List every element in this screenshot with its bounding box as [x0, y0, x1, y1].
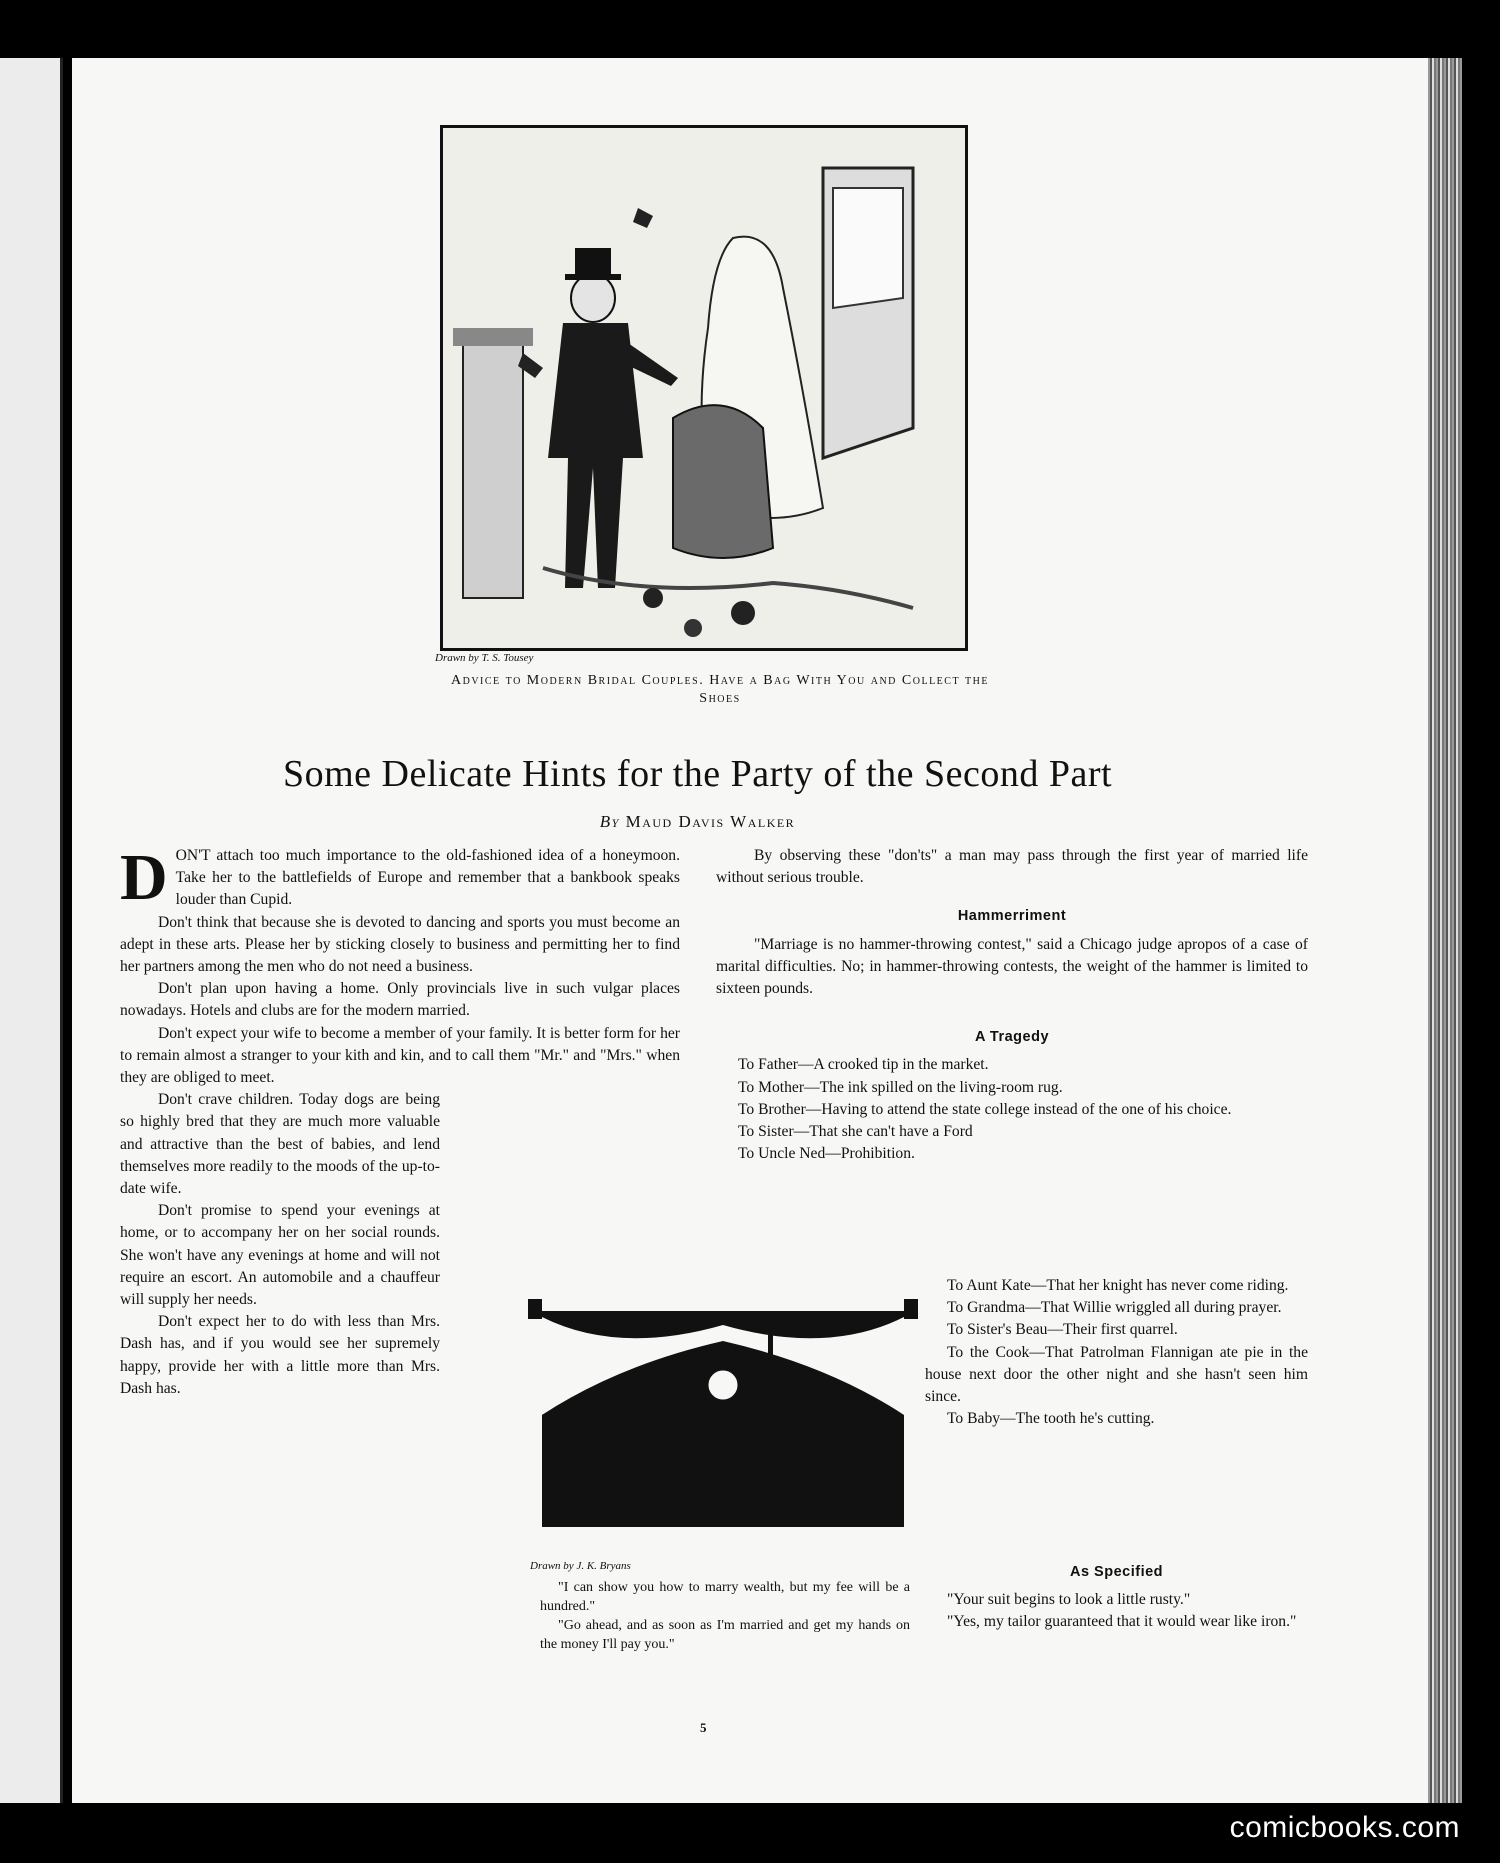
silhouette-illustration — [528, 1295, 918, 1535]
silhouette-credit: Drawn by J. K. Bryans — [530, 1560, 631, 1572]
article-column-right — [716, 845, 1308, 1165]
byline — [80, 812, 1315, 832]
hammerriment-text: "Marriage is no hammer-throwing contest," said a Chicago judge apropos of a case of marital difficulties. No; in hammer-throwing contests, the weight of the hammer is limited to sixteen pounds. — [716, 935, 1308, 998]
tragedy-column-continued — [925, 1275, 1308, 1430]
tragedy-line: To Grandma—That Willie wriggled all during prayer. — [947, 1299, 1282, 1317]
tragedy-line: To Sister—That she can't have a Ford — [738, 1123, 973, 1141]
silhouette-drawing — [528, 1295, 918, 1535]
as-specified-line: "Yes, my tailor guaranteed that it would wear like iron." — [947, 1613, 1297, 1631]
illustration-credit: Drawn by T. S. Tousey — [435, 652, 534, 664]
tragedy-line: To Uncle Ned—Prohibition. — [738, 1145, 915, 1163]
author-name: Maud Davis Walker — [625, 812, 796, 831]
article-paragraph: Don't expect her to do with less than Mrs. Dash has, and if you would see her supremely happy, provide her with a little more than Mrs. Dash has. — [120, 1313, 440, 1397]
as-specified-line: "Your suit begins to look a little rusty." — [947, 1591, 1191, 1609]
article-title: Some Delicate Hints for the Party of the Second Part — [282, 753, 1113, 795]
tragedy-line: To Father—A crooked tip in the market. — [738, 1056, 989, 1074]
tragedy-line: To Baby—The tooth he's cutting. — [947, 1410, 1155, 1428]
article-paragraph: Don't expect your wife to become a member of your family. It is better form for her to remain almost a stranger to your kith and kin, and to call them "Mr." and "Mrs." when they are obliged to meet. — [120, 1024, 680, 1087]
drop-cap: D — [120, 841, 168, 914]
tragedy-line: To Mother—The ink spilled on the living-room rug. — [738, 1078, 1063, 1096]
tragedy-line: To Brother—Having to attend the state college instead of the one of his choice. — [738, 1100, 1232, 1118]
article-paragraph: Don't promise to spend your evenings at home, or to accompany her on her social rounds. She won't have any evenings at home and will not require an escort. An automobile and a chauffeur will supply her needs. — [120, 1202, 440, 1309]
section-heading-hammerriment: Hammerriment — [957, 908, 1067, 925]
bridal-couple-drawing — [443, 128, 965, 648]
tragedy-line: To the Cook—That Patrolman Flannigan ate pie in the house next door the other night and she hasn't seen him since. — [925, 1343, 1308, 1406]
bridal-couple-illustration — [440, 125, 968, 651]
facing-page-edge — [0, 58, 63, 1803]
article-paragraph: Don't crave children. Today dogs are being so highly bred that they are much more valuable and attractive than the best of babies, and lend themselves more readily to the moods of the up-to-date wife. — [120, 1091, 440, 1198]
silhouette-caption-line: "Go ahead, and as soon as I'm married and get my hands on the money I'll pay you." — [540, 1618, 910, 1652]
article-paragraph: Don't think that because she is devoted to dancing and sports you must become an adept in these arts. Please her by sticking closely to business and permitting her to find her partners among the men who do not need a business. — [120, 913, 680, 976]
article-paragraph: Don't plan upon having a home. Only provincials live in such vulgar places nowadays. Hotels and clubs are for the modern married. — [120, 980, 680, 1020]
watermark: comicbooks.com — [1229, 1811, 1460, 1844]
as-specified-column — [925, 1545, 1308, 1634]
section-heading-as-specified: As Specified — [1069, 1564, 1164, 1580]
tragedy-line: To Sister's Beau—Their first quarrel. — [947, 1321, 1178, 1339]
article-paragraph: DON'T attach too much importance to the old-fashioned idea of a honeymoon. Take her to the battlefields of Europe and remember that a bankbook speaks louder than Cupid. — [120, 841, 680, 914]
illustration-caption: Advice to Modern Bridal Couples. Have a Bag With You and Collect the Shoes — [450, 673, 989, 706]
byline-prefix: By — [599, 812, 620, 831]
tragedy-line: To Aunt Kate—That her knight has never come riding. — [947, 1277, 1289, 1294]
section-heading-tragedy: A Tragedy — [974, 1029, 1050, 1046]
page-number: 5 — [700, 1720, 707, 1735]
binding-edge — [1428, 58, 1462, 1803]
silhouette-caption — [540, 1578, 910, 1654]
silhouette-caption-line: "I can show you how to marry wealth, but my fee will be a hundred." — [540, 1580, 910, 1614]
closing-paragraph: By observing these "don'ts" a man may pass through the first year of married life without serious trouble. — [716, 847, 1308, 887]
